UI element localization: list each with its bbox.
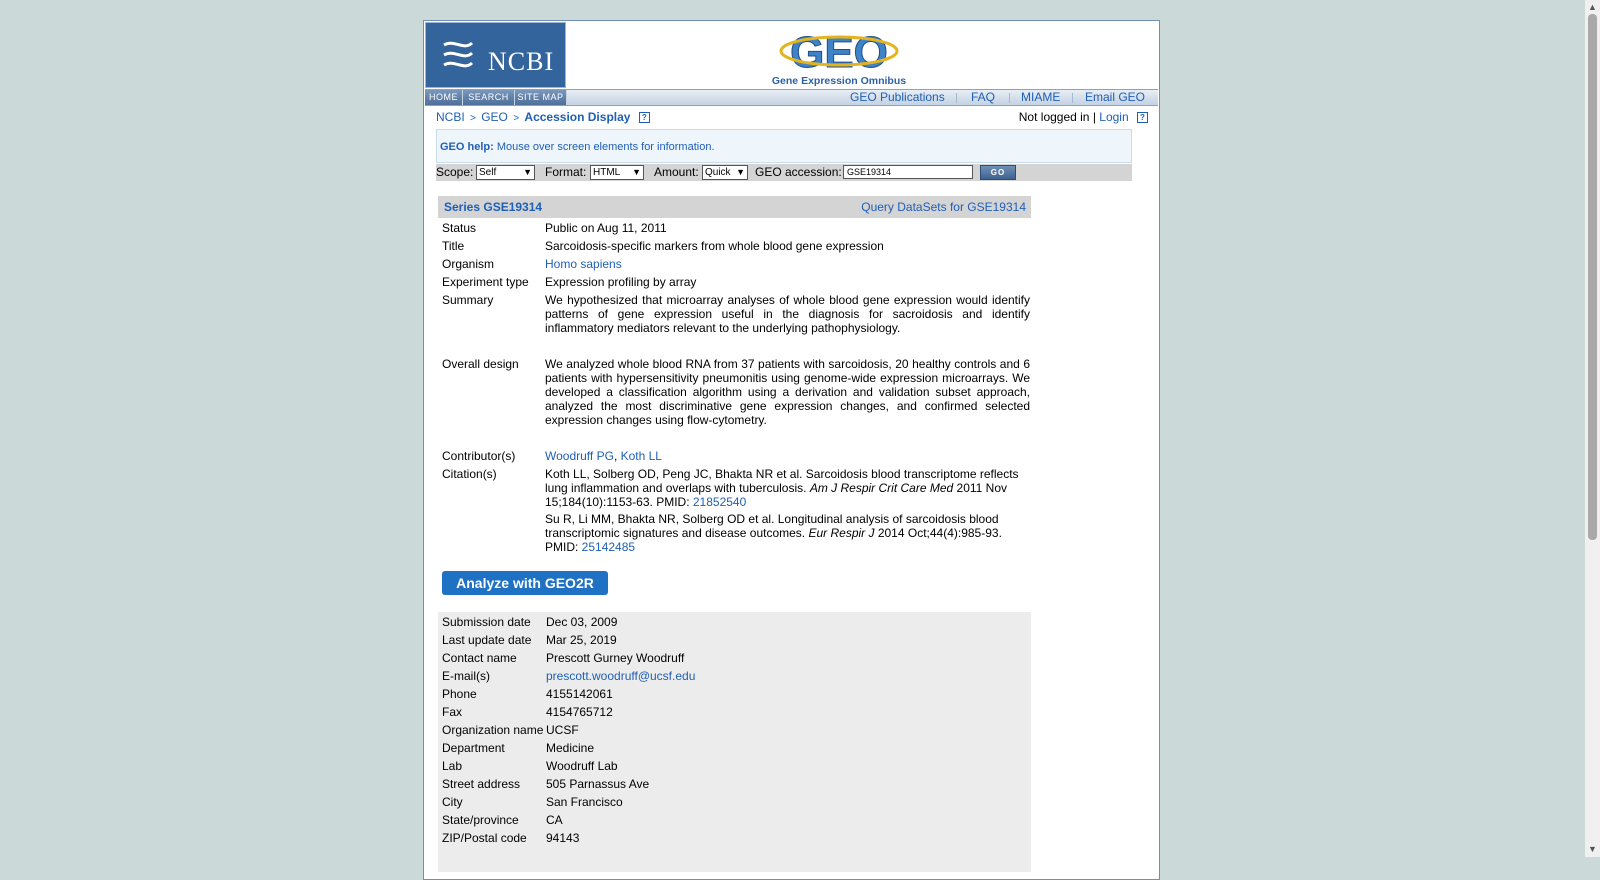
link-email-geo[interactable]: Email GEO <box>1085 90 1146 104</box>
help-icon[interactable]: ? <box>1137 112 1148 123</box>
pmid-link[interactable]: 21852540 <box>692 495 747 509</box>
format-value: HTML <box>593 167 621 178</box>
chevron-down-icon: ▼ <box>523 167 532 177</box>
help-icon[interactable]: ? <box>639 112 650 123</box>
geo-logo-text: GEO <box>790 28 888 75</box>
format-label: Format: <box>545 165 587 179</box>
query-datasets-link[interactable]: Query DataSets for GSE19314 <box>861 200 1026 214</box>
scope-value: Self <box>479 167 497 178</box>
field-value: 4155142061 <box>546 687 613 701</box>
breadcrumb-separator: > <box>470 113 476 124</box>
go-button[interactable]: GO <box>980 165 1016 180</box>
field-value: UCSF <box>546 723 579 737</box>
analyze-geo2r-button[interactable]: Analyze with GEO2R <box>442 571 608 595</box>
field-value: San Francisco <box>546 795 623 809</box>
citation-2 <box>545 512 1030 554</box>
breadcrumb-geo[interactable]: GEO <box>481 110 508 124</box>
citation-text: Su R, Li MM, Bhakta NR, Solberg OD et al. Longitudinal analysis of sarcoidosis blood transcriptomic signatures and disease outcomes. <box>545 512 999 540</box>
ncbi-logo[interactable] <box>425 22 566 88</box>
link-miame[interactable]: MIAME <box>1021 90 1061 104</box>
field-label: Department <box>442 741 505 755</box>
field-value: Dec 03, 2009 <box>546 615 618 629</box>
field-value: Expression profiling by array <box>545 275 697 289</box>
field-label: Lab <box>442 759 463 773</box>
email-link[interactable]: prescott.woodruff@ucsf.edu <box>546 669 696 683</box>
nav-tab-search[interactable]: SEARCH <box>463 90 515 105</box>
contributor-link[interactable]: Koth LL <box>620 449 662 463</box>
vertical-scrollbar[interactable] <box>1585 0 1600 857</box>
chevron-down-icon: ▼ <box>632 167 641 177</box>
scroll-up-icon[interactable]: ▲ <box>1588 2 1597 12</box>
field-label: ZIP/Postal code <box>442 831 527 845</box>
nav-tab-site-map[interactable]: SITE MAP <box>515 90 567 105</box>
field-value: Mar 25, 2019 <box>546 633 617 647</box>
nav-divider <box>1009 93 1010 103</box>
field-label: Last update date <box>442 633 532 647</box>
field-label: Contact name <box>442 651 517 665</box>
citation-text: Koth LL, Solberg OD, Peng JC, Bhakta NR et al. Sarcoidosis blood transcriptome reflects lung inflammation and overlaps with tuberculosis. <box>545 467 1019 495</box>
field-label: City <box>442 795 463 809</box>
link-geo-publications[interactable]: GEO Publications <box>850 90 945 104</box>
series-header <box>438 196 1031 218</box>
field-label: Experiment type <box>442 275 529 289</box>
nav-tab-home[interactable]: HOME <box>425 90 463 105</box>
page-container <box>423 20 1160 880</box>
geo-logo[interactable] <box>769 27 909 87</box>
link-faq[interactable]: FAQ <box>971 90 996 104</box>
field-value: 4154765712 <box>546 705 613 719</box>
geo-help-text: Mouse over screen elements for information. <box>496 141 715 153</box>
field-value: 505 Parnassus Ave <box>546 777 650 791</box>
citation-detail: 2014 Oct;44(4):985-93. PMID: <box>545 526 1002 554</box>
nav-bar <box>425 89 1158 106</box>
geo-logo-icon <box>769 27 909 75</box>
series-title[interactable]: Series GSE19314 <box>444 200 543 214</box>
citation-journal: Am J Respir Crit Care Med <box>809 481 954 495</box>
field-label: Citation(s) <box>442 467 497 481</box>
login-area <box>1019 110 1148 124</box>
scope-label: Scope: <box>436 165 474 179</box>
login-status: Not logged in | <box>1018 110 1096 124</box>
field-value: We analyzed whole blood RNA from 37 patients with sarcoidosis, 20 healthy controls and 6 patients with hypersensitivity pneumonitis using genome-wide expression microarrays. We developed a classification algorithm using a derivation and validation subset approach, analyzed the most discriminative gene expression changes, and confirmed selected expression changes using flow-cytometry. <box>545 357 1030 427</box>
amount-value: Quick <box>705 167 731 178</box>
field-label: Fax <box>442 705 463 719</box>
nav-divider <box>956 93 957 103</box>
amount-select[interactable] <box>702 165 748 180</box>
field-value: Prescott Gurney Woodruff <box>546 651 685 665</box>
geo-help-box <box>436 129 1132 163</box>
format-select[interactable] <box>590 165 644 180</box>
nav-divider <box>1072 93 1073 103</box>
citation-journal: Eur Respir J <box>808 526 875 540</box>
breadcrumb-ncbi[interactable]: NCBI <box>436 110 465 124</box>
field-label: Submission date <box>442 615 531 629</box>
field-label: E-mail(s) <box>442 669 490 683</box>
breadcrumb-current: Accession Display <box>524 110 631 124</box>
ncbi-logo-label: NCBI <box>488 47 555 76</box>
scope-select[interactable] <box>476 165 535 180</box>
breadcrumb <box>436 110 650 124</box>
accession-form <box>436 164 1132 181</box>
contact-table <box>438 612 1031 872</box>
field-label: Title <box>442 239 465 253</box>
field-label: Organization name <box>442 723 544 737</box>
field-label: Overall design <box>442 357 519 371</box>
geo-help-label: GEO help: <box>440 141 494 153</box>
organism-link[interactable]: Homo sapiens <box>545 257 622 271</box>
pmid-link[interactable]: 25142485 <box>581 540 636 554</box>
accession-label: GEO accession: <box>755 165 842 179</box>
field-value: CA <box>546 813 563 827</box>
ncbi-helix-icon <box>440 37 476 73</box>
scroll-down-icon[interactable]: ▼ <box>1588 844 1597 854</box>
login-link[interactable]: Login <box>1099 110 1129 124</box>
field-label: Status <box>442 221 477 235</box>
field-label: Organism <box>442 257 495 271</box>
geo-subtitle: Gene Expression Omnibus <box>771 75 907 87</box>
field-value: Sarcoidosis-specific markers from whole blood gene expression <box>545 239 884 253</box>
amount-label: Amount: <box>654 165 699 179</box>
field-value <box>545 449 1030 463</box>
field-value: Medicine <box>546 741 595 755</box>
accession-input[interactable]: GSE19314 <box>843 165 973 179</box>
field-label: Phone <box>442 687 477 701</box>
citation-1 <box>545 467 1030 509</box>
field-value: Woodruff Lab <box>546 759 618 773</box>
field-label: State/province <box>442 813 519 827</box>
field-label: Summary <box>442 293 494 307</box>
field-label: Contributor(s) <box>442 449 516 463</box>
chevron-down-icon: ▼ <box>736 167 745 177</box>
field-value: Public on Aug 11, 2011 <box>545 221 667 235</box>
field-value: 94143 <box>546 831 580 845</box>
breadcrumb-separator: > <box>513 113 520 124</box>
field-value: We hypothesized that microarray analyses of whole blood gene expression would identify patterns of gene expression useful in the diagnosis for sacroidosis and identify inflammatory mediators relevant to the underlying pathophysiology. <box>545 293 1030 335</box>
contributor-separator: , <box>613 449 621 463</box>
contributor-link[interactable]: Woodruff PG <box>545 449 614 463</box>
field-label: Street address <box>442 777 521 791</box>
scrollbar-thumb[interactable] <box>1588 14 1597 540</box>
citation-detail: 2011 Nov 15;184(10):1153-63. PMID: <box>545 481 1007 509</box>
